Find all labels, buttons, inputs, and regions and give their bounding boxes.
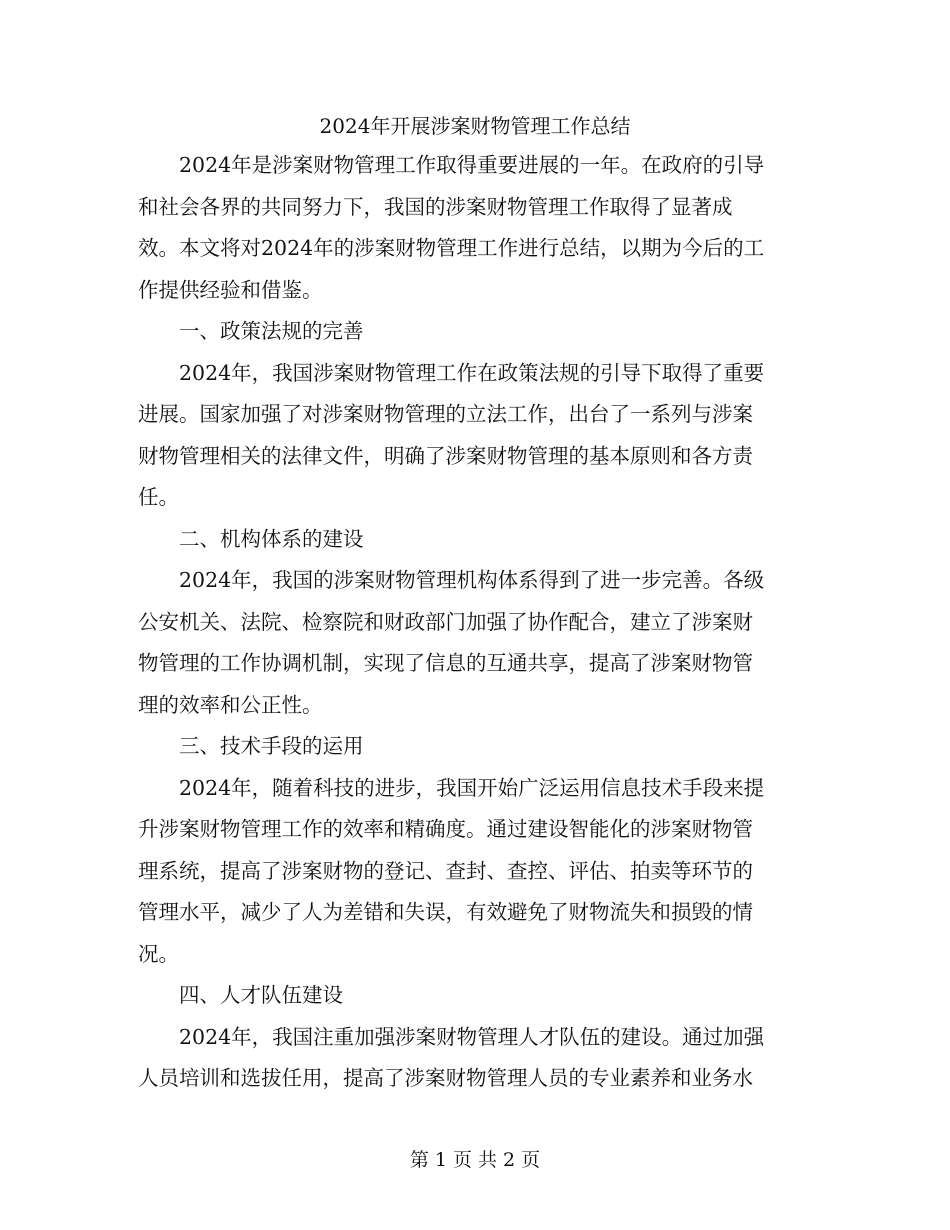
text-line: 理的效率和公正性。: [138, 692, 323, 717]
text-line: 四、人才队伍建设: [179, 983, 343, 1007]
text-line: 管理水平，减少了人为差错和失误，有效避免了财物流失和损毁的情: [138, 900, 753, 924]
paragraph-talent: [138, 1017, 812, 1100]
text-line: 升涉案财物管理工作的效率和精确度。通过建设智能化的涉案财物管: [138, 817, 753, 841]
text-line: 一、政策法规的完善: [179, 319, 364, 343]
text-line: 人员培训和选拔任用，提高了涉案财物管理人员的专业素养和业务水: [138, 1066, 753, 1090]
text-line: 任。: [138, 485, 179, 509]
text-line: 效。本文将对2024年的涉案财物管理工作进行总结，以期为今后的工: [138, 236, 765, 260]
page-number-footer: 第 1 页 共 2 页: [409, 1149, 541, 1171]
text-line: 和社会各界的共同努力下，我国的涉案财物管理工作取得了显著成: [138, 194, 733, 219]
paragraph-policy: [138, 353, 812, 519]
paragraph-technology: [138, 768, 812, 976]
section-heading-3: [138, 726, 812, 768]
text-line: 2024年，随着科技的进步，我国开始广泛运用信息技术手段来提: [179, 775, 765, 800]
section-heading-1: [138, 311, 812, 353]
text-line: 2024年，我国涉案财物管理工作在政策法规的引导下取得了重要: [179, 360, 765, 385]
text-line: 三、技术手段的运用: [179, 734, 364, 758]
text-line: 进展。国家加强了对涉案财物管理的立法工作，出台了一系列与涉案: [138, 402, 753, 426]
section-heading-4: [138, 975, 812, 1017]
text-line: 理系统，提高了涉案财物的登记、查封、查控、评估、拍卖等环节的: [138, 858, 753, 883]
text-line: 公安机关、法院、检察院和财政部门加强了协作配合，建立了涉案财: [138, 609, 753, 634]
text-line: 2024年，我国的涉案财物管理机构体系得到了进一步完善。各级: [179, 568, 765, 592]
text-line: 2024年是涉案财物管理工作取得重要进展的一年。在政府的引导: [179, 153, 765, 177]
text-line: 作提供经验和借鉴。: [138, 277, 323, 302]
section-heading-2: [138, 519, 812, 561]
document-title: 2024年开展涉案财物管理工作总结: [319, 114, 631, 138]
paragraph-institutions: [138, 560, 812, 726]
text-line: 物管理的工作协调机制，实现了信息的互通共享，提高了涉案财物管: [138, 651, 753, 675]
paragraph-intro: [138, 145, 812, 311]
text-line: 2024年，我国注重加强涉案财物管理人才队伍的建设。通过加强: [179, 1024, 765, 1049]
text-line: 二、机构体系的建设: [179, 526, 364, 551]
text-line: 况。: [138, 941, 179, 966]
text-line: 财物管理相关的法律文件，明确了涉案财物管理的基本原则和各方责: [138, 443, 753, 468]
document-body: [138, 145, 812, 1100]
